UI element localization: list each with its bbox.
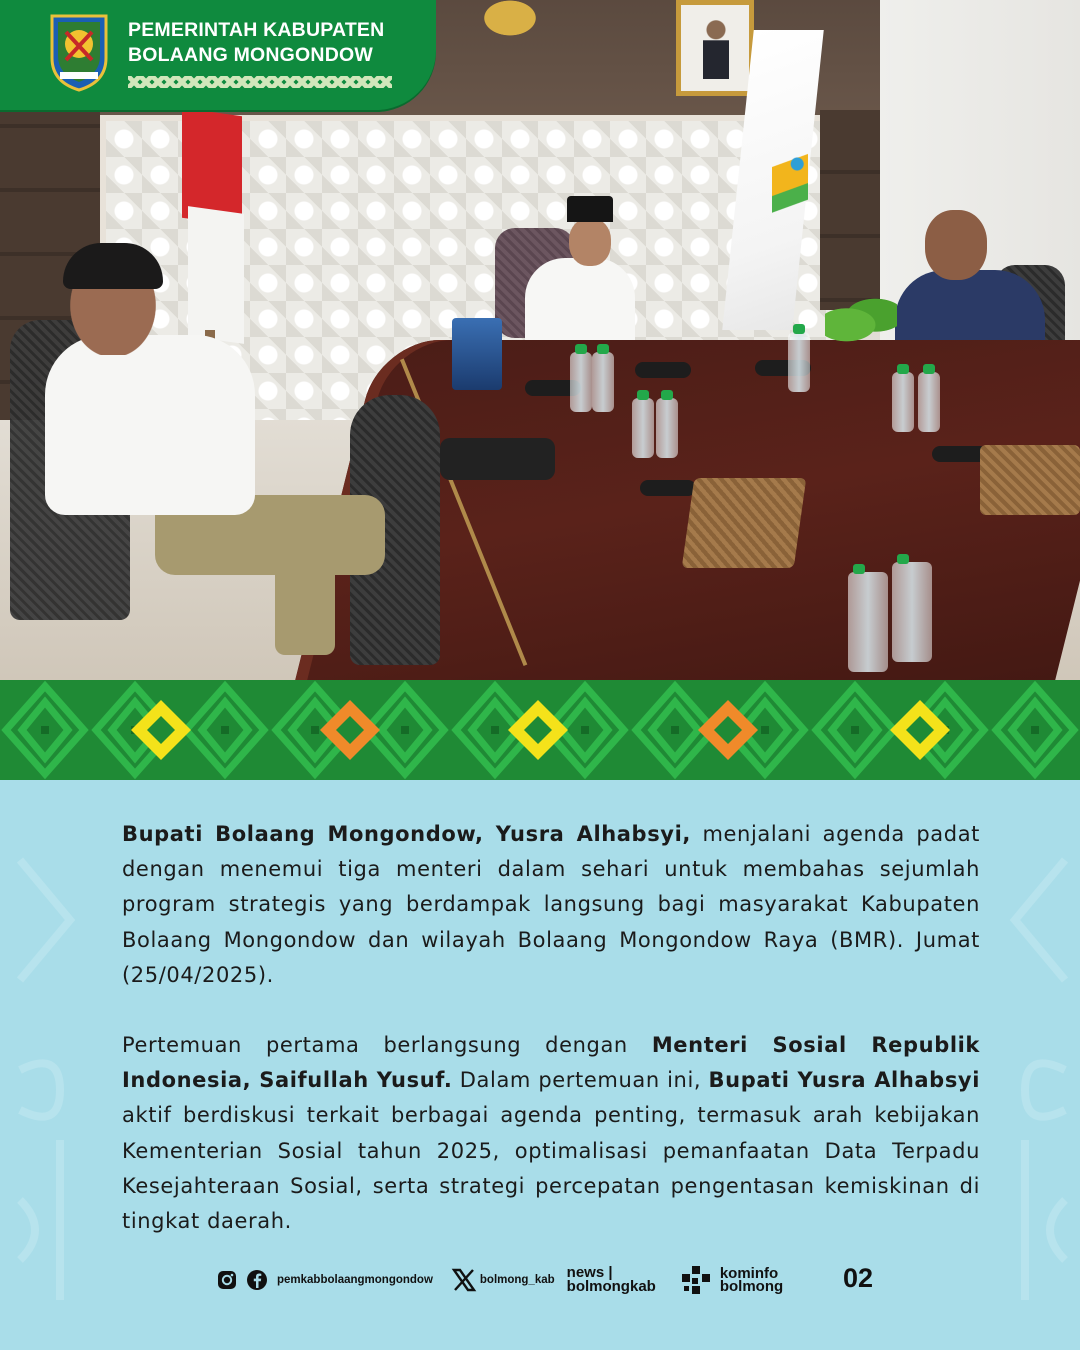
- wood-wall-right: [820, 110, 880, 310]
- x-icon[interactable]: [451, 1267, 477, 1293]
- background-motif-left: [0, 820, 110, 1340]
- ornament-band: [0, 680, 1080, 780]
- page-number: 02: [843, 1263, 874, 1293]
- tissue-box: [682, 478, 807, 568]
- water-bottle: [592, 352, 614, 412]
- paragraph-2-text-2: Dalam pertemuan ini,: [452, 1068, 709, 1093]
- water-bottle: [570, 352, 592, 412]
- paragraph-2: [122, 1028, 980, 1239]
- x-handle[interactable]: bolmong_kab: [479, 1274, 555, 1286]
- facebook-icon[interactable]: [246, 1269, 268, 1291]
- person-center: [525, 196, 635, 346]
- water-bottle: [848, 572, 888, 672]
- header-line-2: BOLAANG MONGONDOW: [128, 44, 373, 66]
- paragraph-2-text-1: Pertemuan pertama berlangsung dengan: [122, 1033, 652, 1057]
- paragraph-1: [122, 817, 980, 993]
- portrait-frame: [676, 0, 754, 96]
- phone-on-table: [440, 438, 555, 480]
- news-line-2: bolmongkab: [566, 1278, 656, 1295]
- header-title: [128, 18, 384, 68]
- ornament-pattern: [0, 680, 1080, 780]
- social-handle[interactable]: pemkabbolaangmongondow: [277, 1274, 433, 1286]
- news-logo[interactable]: [567, 1266, 656, 1294]
- header-badge: [0, 0, 436, 110]
- header-line-1: PEMERINTAH KABUPATEN: [128, 19, 385, 41]
- kominfo-line-2: bolmong: [719, 1278, 784, 1295]
- kominfo-line-1: kominfo: [719, 1265, 779, 1282]
- paragraph-2-text-3: aktif berdiskusi terkait berbagai agenda penting, termasuk arah kebijakan Kementerian Sosial tahun 2025, optimalisasi pemanfaatan Data Terpadu Kesejahteraan Sosial, serta strategi percepatan pengentasan kemiskinan di tingkat daerah.: [122, 1103, 980, 1234]
- person-left: [45, 245, 255, 665]
- water-bottle: [632, 398, 654, 458]
- kominfo-logo[interactable]: [720, 1267, 783, 1293]
- water-bottle: [788, 332, 810, 392]
- news-line-1: news |: [566, 1264, 613, 1281]
- tissue-box: [980, 445, 1080, 515]
- garuda-emblem: [470, 0, 550, 45]
- microphone: [635, 362, 691, 378]
- water-bottle: [892, 372, 914, 432]
- regency-crest-icon: [46, 12, 112, 92]
- paragraph-1-text: menjalani agenda padat dengan menemui tiga menteri dalam sehari untuk membahas sejumlah program strategis yang berdampak langsung bagi masyarakat Kabupaten Bolaang Mongondow dan wilayah Bolaang Mongondow Raya (BMR). Jumat (25/04/2025).: [122, 822, 981, 987]
- header-ornament: [128, 76, 392, 88]
- paragraph-2-bold-1: Menteri Sosial Republik Indonesia, Saifullah Yusuf.: [122, 1033, 980, 1093]
- water-bottle: [918, 372, 940, 432]
- plant: [825, 296, 897, 344]
- footer: [216, 1262, 896, 1298]
- ministry-logo: [772, 150, 808, 220]
- background-motif-right: [985, 820, 1080, 1340]
- desk-calendar: [452, 318, 502, 390]
- microphone: [640, 480, 696, 496]
- instagram-icon[interactable]: [216, 1269, 238, 1291]
- paragraph-1-lead: Bupati Bolaang Mongondow, Yusra Alhabsyi,: [122, 822, 691, 846]
- water-bottle: [656, 398, 678, 458]
- water-bottle: [892, 562, 932, 662]
- paragraph-2-bold-2: Bupati Yusra Alhabsyi: [708, 1068, 980, 1093]
- kominfo-icon: [680, 1264, 712, 1296]
